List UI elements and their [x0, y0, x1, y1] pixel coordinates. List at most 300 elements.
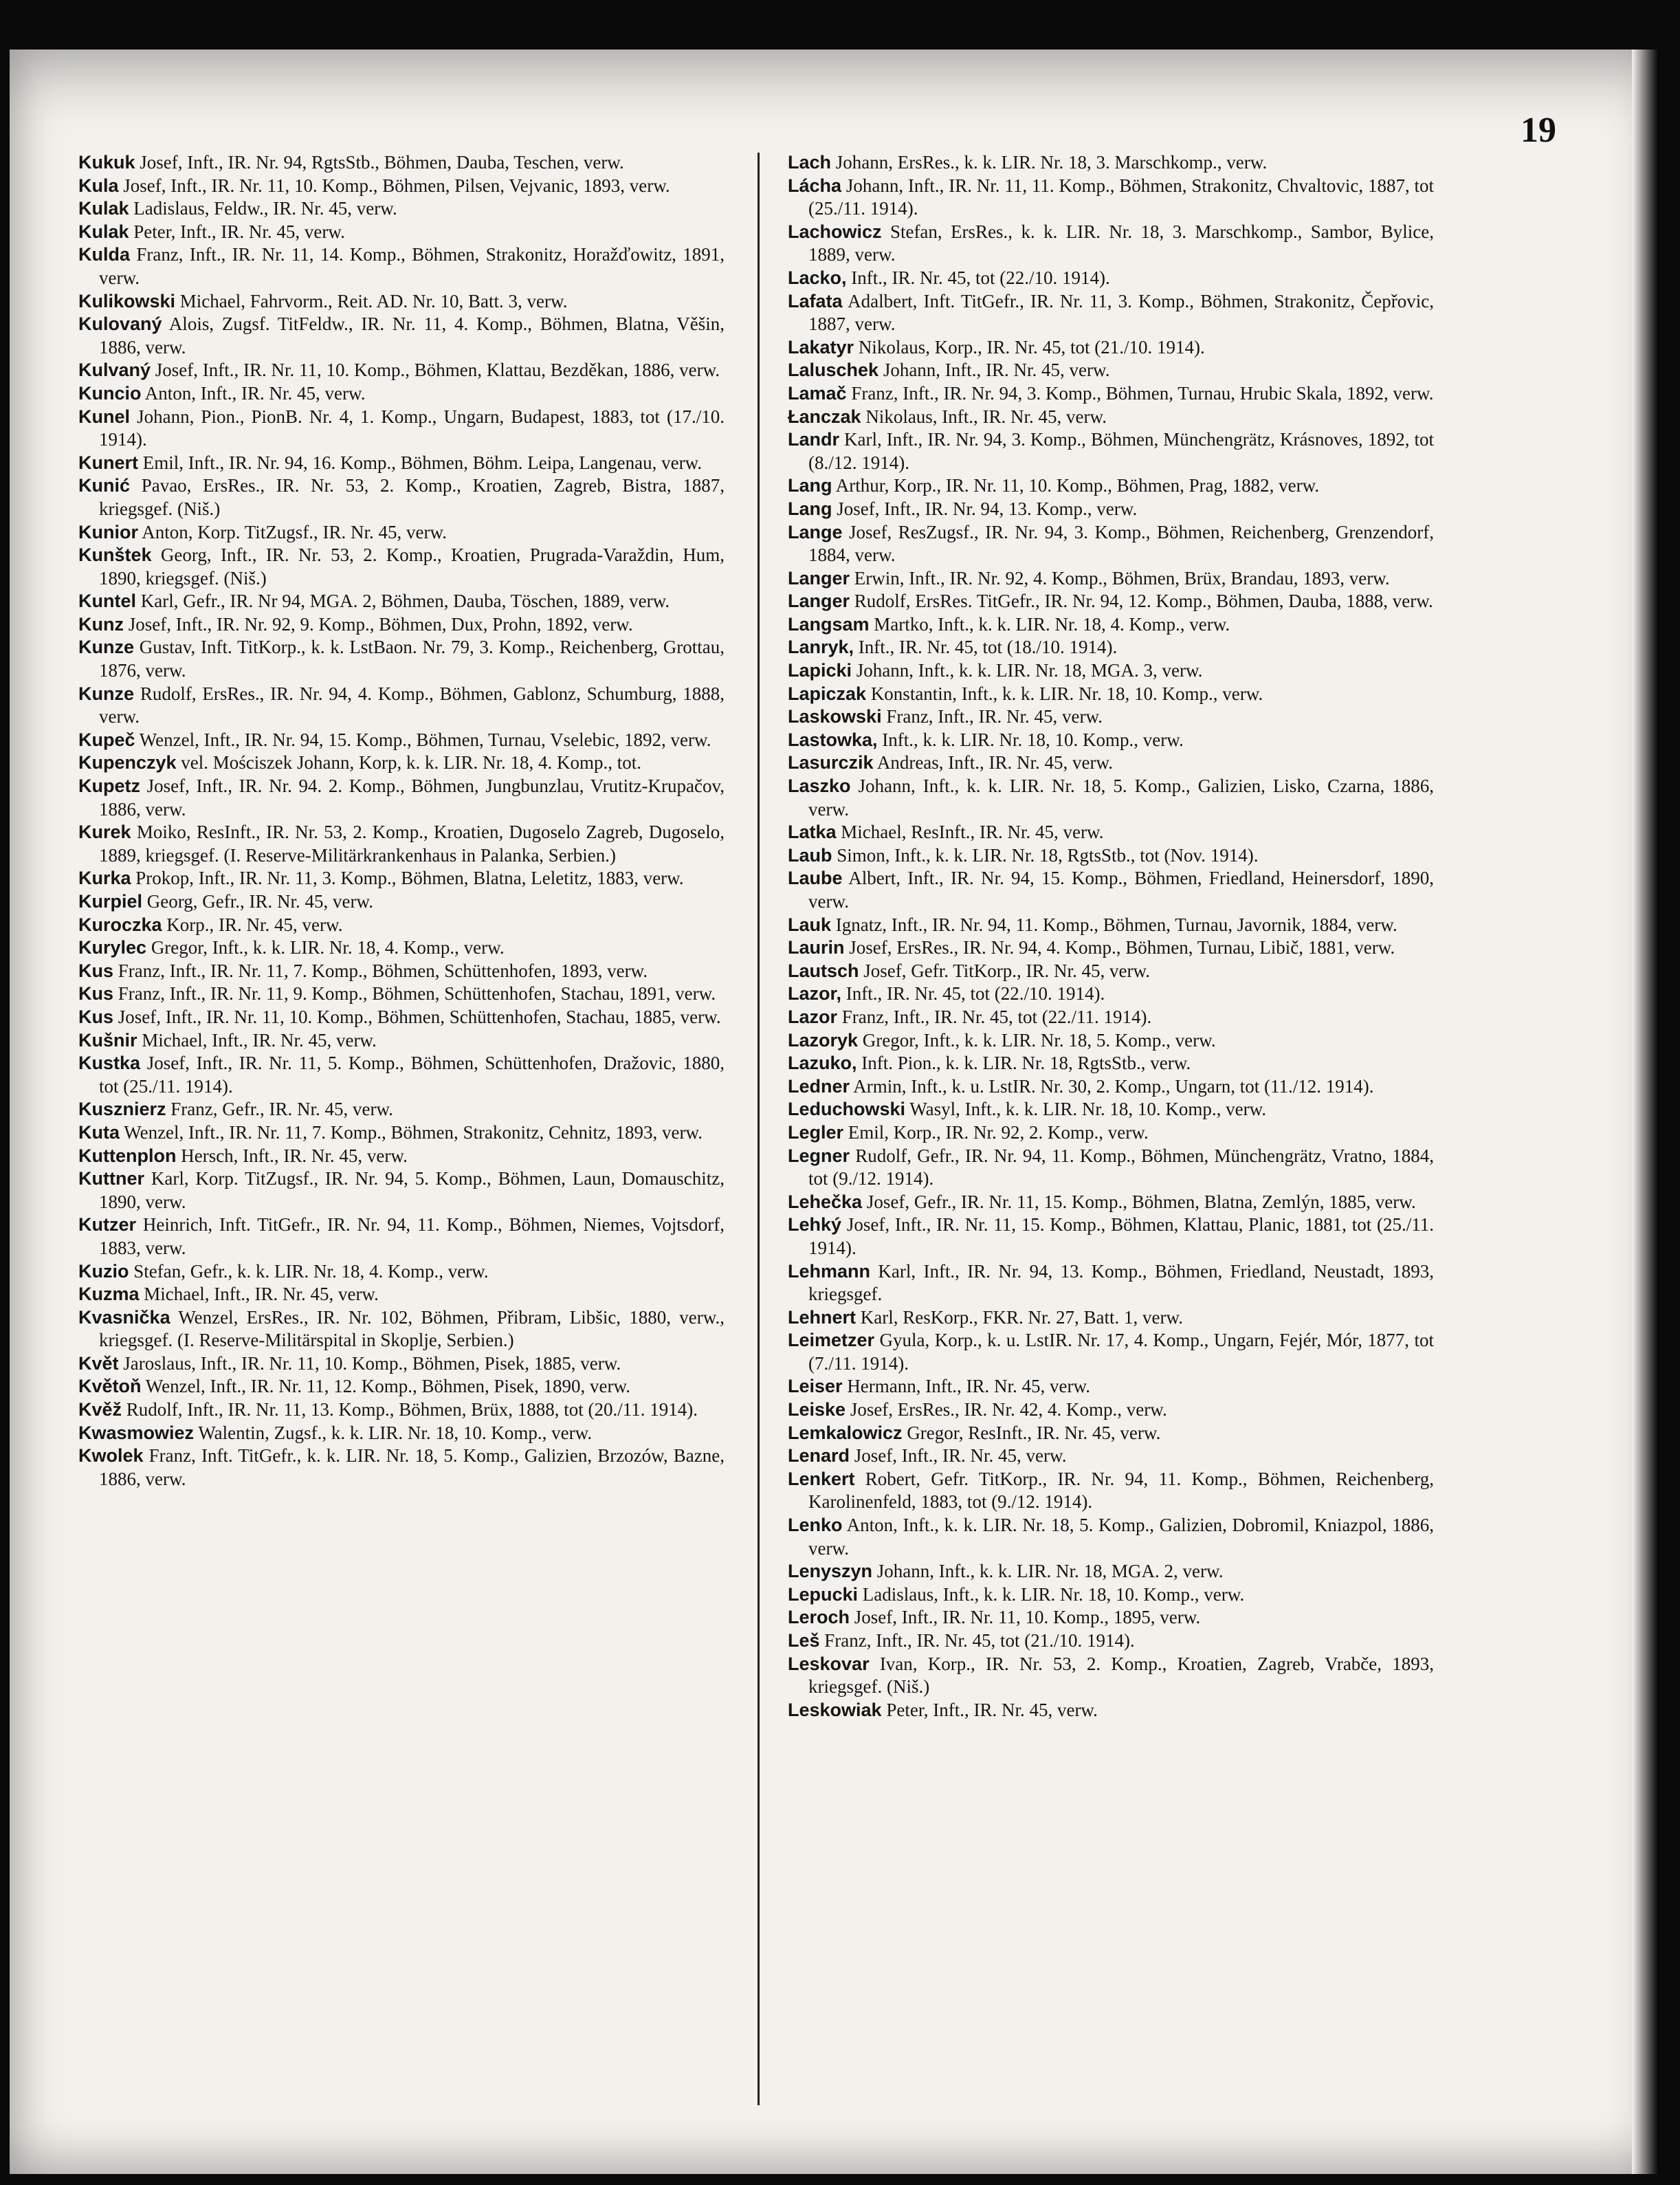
- entry-surname: Kunel: [78, 406, 131, 427]
- entry-surname: Lehmann: [788, 1260, 871, 1282]
- list-item: [788, 1052, 1434, 1075]
- entry-surname: Lapicki: [788, 660, 852, 681]
- entry-details: Johann, Inft., IR. Nr. 11, 11. Komp., Böhmen, Strakonitz, Chvaltovic, 1887, tot (25./11. 1914).: [808, 175, 1435, 219]
- list-item: [78, 406, 725, 452]
- entry-details: Arthur, Korp., IR. Nr. 11, 10. Komp., Böhmen, Prag, 1882, verw.: [835, 475, 1320, 496]
- entry-surname: Kupetz: [78, 776, 140, 797]
- entry-details: Michael, Fahrvorm., Reit. AD. Nr. 10, Batt. 3, verw.: [179, 290, 568, 311]
- list-item: [788, 428, 1434, 474]
- entry-surname: Kuttenplon: [78, 1145, 177, 1166]
- entry-surname: Kulak: [78, 198, 129, 219]
- entry-details: Inft., IR. Nr. 45, tot (18./10. 1914).: [858, 637, 1118, 658]
- list-item: [78, 359, 725, 382]
- entry-surname: Lang: [788, 475, 832, 496]
- list-item: [788, 1468, 1434, 1514]
- entry-surname: Lazoryk: [788, 1029, 859, 1051]
- list-item: [788, 729, 1434, 752]
- entry-details: Wenzel, ErsRes., IR. Nr. 102, Böhmen, Přibram, Libšic, 1880, verw., kriegsgef. (I. Reserve-Militärspital in Skoplje, Serbien.): [99, 1306, 725, 1351]
- entry-surname: Lach: [788, 152, 832, 173]
- list-item: [78, 1306, 725, 1352]
- list-item: [788, 1653, 1434, 1699]
- entry-surname: Lastowka,: [788, 729, 878, 750]
- entry-details: Inft. Pion., k. k. LIR. Nr. 18, RgtsStb., verw.: [861, 1053, 1191, 1074]
- entry-surname: Langer: [788, 591, 850, 612]
- entry-details: Michael, Inft., IR. Nr. 45, verw.: [144, 1284, 379, 1305]
- entry-surname: Kustka: [78, 1053, 141, 1074]
- entry-surname: Kunz: [78, 613, 124, 635]
- entry-details: Rudolf, ErsRes., IR. Nr. 94, 4. Komp., Böhmen, Gablonz, Schumburg, 1888, verw.: [99, 683, 725, 727]
- entry-details: Martko, Inft., k. k. LIR. Nr. 18, 4. Komp., verw.: [874, 613, 1230, 635]
- list-item: [788, 1191, 1434, 1214]
- entry-surname: Lepucki: [788, 1583, 859, 1605]
- right-column: [788, 151, 1434, 1722]
- list-item: [78, 867, 725, 890]
- entry-surname: Lemkalowicz: [788, 1422, 903, 1443]
- entry-surname: Kus: [78, 960, 114, 981]
- list-item: [78, 1352, 725, 1376]
- entry-details: Walentin, Zugsf., k. k. LIR. Nr. 18, 10. Komp., verw.: [198, 1422, 593, 1443]
- entry-surname: Kunić: [78, 475, 131, 496]
- entry-details: Johann, Pion., PionB. Nr. 4, 1. Komp., Ungarn, Budapest, 1883, tot (17./10. 1914).: [99, 406, 725, 450]
- entry-surname: Kukuk: [78, 152, 135, 173]
- entry-surname: Květ: [78, 1352, 119, 1374]
- list-item: [78, 890, 725, 914]
- list-item: [78, 775, 725, 821]
- entry-surname: Lazor,: [788, 983, 842, 1004]
- list-item: [78, 914, 725, 937]
- list-item: [78, 1029, 725, 1053]
- entry-details: Erwin, Inft., IR. Nr. 92, 4. Komp., Böhmen, Brüx, Brandau, 1893, verw.: [854, 567, 1390, 589]
- entry-surname: Kutzer: [78, 1214, 137, 1236]
- list-item: [788, 1306, 1434, 1330]
- entry-details: Josef, ResZugsf., IR. Nr. 94, 3. Komp., Böhmen, Reichenberg, Grenzendorf, 1884, verw.: [808, 521, 1434, 566]
- list-item: [788, 867, 1434, 913]
- entry-details: Albert, Inft., IR. Nr. 94, 15. Komp., Böhmen, Friedland, Heinersdorf, 1890, verw.: [808, 868, 1434, 912]
- entry-surname: Łanczak: [788, 406, 861, 427]
- list-item: [78, 1145, 725, 1168]
- list-item: [788, 382, 1434, 406]
- list-item: [788, 1006, 1434, 1029]
- list-item: [788, 1560, 1434, 1583]
- entry-details: Emil, Inft., IR. Nr. 94, 16. Komp., Böhmen, Böhm. Leipa, Langenau, verw.: [142, 452, 703, 473]
- list-item: [788, 705, 1434, 729]
- entry-surname: Lenkert: [788, 1468, 855, 1489]
- entry-surname: Lehečka: [788, 1191, 863, 1212]
- entry-surname: Lapiczak: [788, 683, 867, 704]
- list-item: [78, 1445, 725, 1491]
- entry-details: Gregor, ResInft., IR. Nr. 45, verw.: [907, 1422, 1161, 1443]
- list-item: [788, 1445, 1434, 1468]
- list-item: [788, 1121, 1434, 1145]
- entry-details: Alois, Zugsf. TitFeldw., IR. Nr. 11, 4. Komp., Böhmen, Blatna, Věšin, 1886, verw.: [99, 314, 725, 358]
- list-item: [78, 613, 725, 637]
- list-item: [788, 683, 1434, 706]
- entry-details: Johann, Inft., IR. Nr. 45, verw.: [883, 360, 1110, 381]
- entry-surname: Kuntel: [78, 591, 136, 612]
- entry-details: Michael, ResInft., IR. Nr. 45, verw.: [841, 822, 1104, 843]
- list-item: [78, 960, 725, 983]
- entry-surname: Leroch: [788, 1607, 850, 1628]
- list-item: [78, 1052, 725, 1098]
- list-item: [788, 1029, 1434, 1053]
- list-item: [788, 613, 1434, 637]
- entry-details: Stefan, Gefr., k. k. LIR. Nr. 18, 4. Komp., verw.: [133, 1260, 489, 1282]
- entry-details: Gustav, Inft. TitKorp., k. k. LstBaon. Nr. 79, 3. Komp., Reichenberg, Grottau, 1876, verw.: [99, 637, 725, 681]
- entry-surname: Kuroczka: [78, 914, 162, 935]
- entry-details: Franz, Inft., IR. Nr. 11, 14. Komp., Böhmen, Strakonitz, Horažďowitz, 1891, verw.: [99, 244, 725, 288]
- list-item: [78, 982, 725, 1006]
- entry-surname: Kvasnička: [78, 1306, 170, 1328]
- list-item: [78, 382, 725, 406]
- entry-surname: Leskovar: [788, 1653, 870, 1674]
- list-item: [78, 474, 725, 520]
- list-item: [78, 221, 725, 244]
- entry-details: Johann, Inft., k. k. LIR. Nr. 18, MGA. 2, verw.: [876, 1561, 1224, 1582]
- list-item: [788, 406, 1434, 429]
- entry-surname: Kurek: [78, 822, 131, 843]
- entry-surname: Kulikowski: [78, 290, 176, 311]
- entry-details: Ignatz, Inft., IR. Nr. 94, 11. Komp., Böhmen, Turnau, Javornik, 1884, verw.: [835, 914, 1397, 935]
- entry-surname: Lasurczik: [788, 752, 874, 773]
- entry-details: Josef, Inft., IR. Nr. 92, 9. Komp., Böhmen, Dux, Prohn, 1892, verw.: [128, 613, 633, 635]
- list-item: [788, 1699, 1434, 1722]
- entry-surname: Leš: [788, 1630, 820, 1651]
- entry-details: Josef, Inft., IR. Nr. 11, 10. Komp., 1895, verw.: [854, 1607, 1201, 1628]
- list-item: [788, 290, 1434, 336]
- list-item: [788, 567, 1434, 591]
- entry-surname: Kwasmowiez: [78, 1422, 195, 1443]
- list-item: [78, 1006, 725, 1029]
- entry-details: Franz, Inft., IR. Nr. 45, tot (22./11. 1914).: [841, 1006, 1152, 1027]
- entry-details: Wenzel, Inft., IR. Nr. 11, 12. Komp., Böhmen, Pisek, 1890, verw.: [145, 1376, 631, 1397]
- entry-surname: Leskowiak: [788, 1699, 882, 1720]
- entry-surname: Kuncio: [78, 382, 142, 404]
- entry-surname: Kušnir: [78, 1029, 137, 1051]
- entry-details: Ladislaus, Inft., k. k. LIR. Nr. 18, 10. Komp., verw.: [862, 1583, 1245, 1605]
- entry-details: Anton, Korp. TitZugsf., IR. Nr. 45, verw.: [142, 521, 447, 542]
- entry-details: Rudolf, Inft., IR. Nr. 11, 13. Komp., Böhmen, Brüx, 1888, tot (20./11. 1914).: [126, 1399, 698, 1420]
- list-item: [78, 452, 725, 475]
- entry-surname: Leiske: [788, 1399, 846, 1420]
- entry-details: Michael, Inft., IR. Nr. 45, verw.: [142, 1029, 377, 1051]
- list-item: [788, 936, 1434, 960]
- entry-details: Josef, Gefr., IR. Nr. 11, 15. Komp., Böhmen, Blatna, Zemlýn, 1885, verw.: [866, 1191, 1416, 1212]
- entry-details: Gregor, Inft., k. k. LIR. Nr. 18, 4. Komp., verw.: [151, 937, 505, 958]
- entry-surname: Lehký: [788, 1214, 842, 1236]
- entry-surname: Laube: [788, 868, 843, 889]
- list-item: [788, 1514, 1434, 1560]
- entry-surname: Kulda: [78, 244, 131, 265]
- entry-details: Georg, Inft., IR. Nr. 53, 2. Komp., Kroatien, Prugrada-Varaždin, Hum, 1890, kriegsgef. (Niš.): [99, 545, 725, 589]
- list-item: [78, 197, 725, 221]
- entry-surname: Lautsch: [788, 960, 859, 981]
- entry-details: Karl, Inft., IR. Nr. 94, 13. Komp., Böhmen, Friedland, Neustadt, 1893, kriegsgef.: [808, 1260, 1434, 1305]
- entry-surname: Kupeč: [78, 729, 135, 750]
- entry-details: Franz, Inft., IR. Nr. 94, 3. Komp., Böhmen, Turnau, Hrubic Skala, 1892, verw.: [851, 382, 1434, 404]
- entry-surname: Laskowski: [788, 706, 882, 727]
- list-item: [788, 1375, 1434, 1398]
- list-item: [788, 960, 1434, 983]
- entry-surname: Kunštek: [78, 545, 152, 566]
- list-item: [788, 1398, 1434, 1422]
- list-item: [788, 751, 1434, 775]
- entry-surname: Langer: [788, 567, 850, 589]
- document-page: [10, 50, 1659, 2174]
- page-edge-shadow: [1632, 50, 1659, 2174]
- entry-surname: Lazuko,: [788, 1053, 857, 1074]
- entry-details: Josef, Inft., IR. Nr. 94. 2. Komp., Böhmen, Jungbunzlau, Vrutitz-Krupačov, 1886, verw.: [99, 776, 725, 820]
- list-item: [788, 1098, 1434, 1121]
- entry-surname: Kuzio: [78, 1260, 129, 1282]
- entry-surname: Legner: [788, 1145, 850, 1166]
- entry-surname: Kurka: [78, 868, 131, 889]
- entry-surname: Leduchowski: [788, 1099, 906, 1120]
- entry-details: Georg, Gefr., IR. Nr. 45, verw.: [146, 891, 373, 912]
- list-item: [788, 498, 1434, 521]
- entry-surname: Kurylec: [78, 937, 147, 958]
- entry-surname: Legler: [788, 1121, 844, 1143]
- entry-details: Nikolaus, Inft., IR. Nr. 45, verw.: [865, 406, 1107, 427]
- entry-surname: Laurin: [788, 937, 845, 958]
- column-divider: [758, 153, 760, 2105]
- list-item: [78, 151, 725, 175]
- entry-details: Gregor, Inft., k. k. LIR. Nr. 18, 5. Komp., verw.: [862, 1029, 1216, 1051]
- entry-details: Josef, Inft., IR. Nr. 45, verw.: [854, 1445, 1067, 1467]
- entry-details: Karl, ResKorp., FKR. Nr. 27, Batt. 1, verw.: [860, 1306, 1183, 1328]
- list-item: [788, 1145, 1434, 1191]
- entry-surname: Latka: [788, 822, 837, 843]
- list-item: [788, 821, 1434, 844]
- entry-surname: Kunior: [78, 521, 138, 542]
- entry-surname: Laluschek: [788, 360, 879, 381]
- entry-surname: Kunert: [78, 452, 138, 473]
- list-item: [788, 590, 1434, 613]
- entry-details: Armin, Inft., k. u. LstIR. Nr. 30, 2. Komp., Ungarn, tot (11./12. 1914).: [853, 1075, 1374, 1097]
- list-item: [78, 290, 725, 314]
- list-item: [788, 151, 1434, 175]
- entry-details: Emil, Korp., IR. Nr. 92, 2. Komp., verw.: [848, 1121, 1149, 1143]
- list-item: [78, 1422, 725, 1445]
- entry-surname: Lanryk,: [788, 637, 854, 658]
- list-item: [788, 267, 1434, 290]
- list-item: [788, 1629, 1434, 1653]
- entry-surname: Leiser: [788, 1376, 843, 1397]
- list-item: [78, 1283, 725, 1306]
- left-column: [78, 151, 725, 1491]
- list-item: [78, 1260, 725, 1284]
- list-item: [78, 683, 725, 729]
- entry-details: Franz, Gefr., IR. Nr. 45, verw.: [170, 1099, 393, 1120]
- entry-surname: Kunze: [78, 683, 134, 704]
- list-item: [788, 1329, 1434, 1375]
- entry-surname: Kulak: [78, 221, 129, 242]
- entry-details: Josef, Inft., IR. Nr. 94, 13. Komp., verw.: [837, 498, 1138, 519]
- entry-surname: Kuzma: [78, 1284, 140, 1305]
- list-item: [788, 359, 1434, 382]
- entry-details: Adalbert, Inft. TitGefr., IR. Nr. 11, 3. Komp., Böhmen, Strakonitz, Čepřovic, 1887, verw.: [808, 290, 1435, 335]
- list-item: [788, 982, 1434, 1006]
- list-item: [78, 1214, 725, 1260]
- entry-surname: Kupenczyk: [78, 752, 177, 773]
- entry-details: Inft., IR. Nr. 45, tot (22./10. 1914).: [851, 267, 1110, 288]
- entry-details: Peter, Inft., IR. Nr. 45, verw.: [133, 221, 345, 242]
- list-item: [78, 544, 725, 590]
- entry-surname: Kuta: [78, 1121, 120, 1143]
- list-item: [78, 1167, 725, 1214]
- list-item: [78, 1121, 725, 1145]
- entry-surname: Kus: [78, 983, 114, 1004]
- entry-surname: Lakatyr: [788, 336, 854, 358]
- entry-details: Simon, Inft., k. k. LIR. Nr. 18, RgtsStb., tot (Nov. 1914).: [837, 844, 1259, 866]
- entry-details: Josef, ErsRes., IR. Nr. 94, 4. Komp., Böhmen, Turnau, Libič, 1881, verw.: [849, 937, 1395, 958]
- entry-surname: Kulvaný: [78, 360, 151, 381]
- entry-surname: Lenko: [788, 1515, 843, 1536]
- entry-surname: Leimetzer: [788, 1330, 875, 1351]
- entry-details: Hersch, Inft., IR. Nr. 45, verw.: [181, 1145, 408, 1166]
- entry-details: Robert, Gefr. TitKorp., IR. Nr. 94, 11. Komp., Böhmen, Reichenberg, Karolinenfeld, 1883, tot (9./12. 1914).: [808, 1468, 1434, 1513]
- entry-surname: Lazor: [788, 1006, 838, 1027]
- entry-surname: Lauk: [788, 914, 832, 935]
- entry-details: Johann, Inft., k. k. LIR. Nr. 18, 5. Komp., Galizien, Lisko, Czarna, 1886, verw.: [808, 776, 1434, 820]
- entry-details: Josef, Inft., IR. Nr. 94, RgtsStb., Böhmen, Dauba, Teschen, verw.: [140, 152, 624, 173]
- entry-surname: Lachowicz: [788, 221, 882, 242]
- entry-details: Heinrich, Inft. TitGefr., IR. Nr. 94, 11. Komp., Böhmen, Niemes, Vojtsdorf, 1883, verw.: [99, 1214, 725, 1258]
- entry-details: Rudolf, ErsRes. TitGefr., IR. Nr. 94, 12. Komp., Böhmen, Dauba, 1888, verw.: [854, 591, 1433, 612]
- entry-details: Rudolf, Gefr., IR. Nr. 94, 11. Komp., Böhmen, Münchengrätz, Vratno, 1884, tot (9./12. 1914).: [808, 1145, 1435, 1189]
- list-item: [78, 821, 725, 867]
- list-item: [78, 243, 725, 289]
- list-item: [788, 1214, 1434, 1260]
- entry-details: Karl, Korp. TitZugsf., IR. Nr. 94, 5. Komp., Böhmen, Laun, Domauschitz, 1890, verw.: [99, 1168, 725, 1212]
- entry-details: Franz, Inft., IR. Nr. 11, 9. Komp., Böhmen, Schüttenhofen, Stachau, 1891, verw.: [118, 983, 716, 1004]
- list-item: [78, 1375, 725, 1398]
- list-item: [788, 175, 1434, 221]
- entry-surname: Kulovaný: [78, 314, 162, 335]
- entry-details: Franz, Inft., IR. Nr. 45, verw.: [886, 706, 1103, 727]
- list-item: [78, 175, 725, 198]
- list-item: [788, 1075, 1434, 1099]
- list-item: [78, 936, 725, 960]
- entry-surname: Laub: [788, 844, 832, 866]
- entry-details: Franz, Inft. TitGefr., k. k. LIR. Nr. 18, 5. Komp., Galizien, Brzozów, Bazne, 1886, verw.: [99, 1445, 725, 1489]
- entry-details: Josef, Inft., IR. Nr. 11, 10. Komp., Böhmen, Schüttenhofen, Stachau, 1885, verw.: [118, 1006, 721, 1027]
- entry-details: Ladislaus, Feldw., IR. Nr. 45, verw.: [133, 198, 397, 219]
- entry-details: Korp., IR. Nr. 45, verw.: [166, 914, 343, 935]
- entry-details: Wenzel, Inft., IR. Nr. 94, 15. Komp., Böhmen, Turnau, Vselebic, 1892, verw.: [139, 729, 711, 750]
- entry-details: Franz, Inft., IR. Nr. 11, 7. Komp., Böhmen, Schüttenhofen, 1893, verw.: [118, 960, 648, 981]
- entry-details: Andreas, Inft., IR. Nr. 45, verw.: [876, 752, 1113, 773]
- entry-surname: Kus: [78, 1006, 114, 1027]
- entry-details: Wenzel, Inft., IR. Nr. 11, 7. Komp., Böhmen, Strakonitz, Cehnitz, 1893, verw.: [124, 1121, 703, 1143]
- list-item: [788, 1583, 1434, 1607]
- entry-surname: Lenyszyn: [788, 1561, 873, 1582]
- entry-surname: Lafata: [788, 290, 843, 311]
- entry-details: Josef, Inft., IR. Nr. 11, 10. Komp., Böhmen, Pilsen, Vejvanic, 1893, verw.: [123, 175, 670, 196]
- entry-details: Karl, Inft., IR. Nr. 94, 3. Komp., Böhmen, Münchengrätz, Krásnoves, 1892, tot (8./12. 1914).: [808, 429, 1434, 473]
- entry-details: Wasyl, Inft., k. k. LIR. Nr. 18, 10. Komp., verw.: [909, 1099, 1267, 1120]
- entry-surname: Ledner: [788, 1075, 850, 1097]
- list-item: [788, 1606, 1434, 1629]
- entry-details: Anton, Inft., IR. Nr. 45, verw.: [144, 382, 366, 404]
- list-item: [788, 914, 1434, 937]
- entry-details: Hermann, Inft., IR. Nr. 45, verw.: [847, 1376, 1090, 1397]
- list-item: [78, 636, 725, 682]
- entry-surname: Kwolek: [78, 1445, 144, 1467]
- entry-surname: Kusznierz: [78, 1099, 166, 1120]
- entry-surname: Kurpiel: [78, 891, 143, 912]
- entry-surname: Květoň: [78, 1376, 142, 1397]
- entry-surname: Laszko: [788, 776, 851, 797]
- entry-details: Josef, Inft., IR. Nr. 11, 10. Komp., Böhmen, Klattau, Bezděkan, 1886, verw.: [155, 360, 720, 381]
- entry-details: Moiko, ResInft., IR. Nr. 53, 2. Komp., Kroatien, Dugoselo Zagreb, Dugoselo, 1889, kriegsgef. (I. Reserve-Militärkrankenhaus in Palanka, Serbien.): [99, 822, 725, 866]
- entry-details: Inft., k. k. LIR. Nr. 18, 10. Komp., verw.: [882, 729, 1184, 750]
- list-item: [788, 659, 1434, 683]
- page-number: 19: [1521, 111, 1556, 150]
- list-item: [788, 474, 1434, 498]
- list-item: [78, 521, 725, 545]
- entry-surname: Kula: [78, 175, 119, 196]
- list-item: [78, 590, 725, 613]
- entry-details: Anton, Inft., k. k. LIR. Nr. 18, 5. Komp., Galizien, Dobromil, Kniazpol, 1886, verw.: [808, 1515, 1434, 1559]
- list-item: [78, 751, 725, 775]
- entry-details: Josef, Inft., IR. Nr. 11, 15. Komp., Böhmen, Klattau, Planic, 1881, tot (25./11. 1914).: [808, 1214, 1435, 1258]
- entry-surname: Lácha: [788, 175, 842, 196]
- list-item: [788, 844, 1434, 868]
- list-item: [788, 775, 1434, 821]
- entry-details: Nikolaus, Korp., IR. Nr. 45, tot (21./10. 1914).: [858, 336, 1205, 358]
- entry-surname: Lange: [788, 521, 843, 542]
- entry-surname: Lang: [788, 498, 832, 519]
- list-item: [78, 1398, 725, 1422]
- list-item: [788, 521, 1434, 567]
- entry-details: Pavao, ErsRes., IR. Nr. 53, 2. Komp., Kroatien, Zagreb, Bistra, 1887, kriegsgef. (Niš.): [99, 475, 725, 519]
- list-item: [788, 221, 1434, 267]
- entry-details: Josef, Inft., IR. Nr. 11, 5. Komp., Böhmen, Schüttenhofen, Dražovic, 1880, tot (25./11. 1914).: [99, 1053, 725, 1097]
- entry-details: Inft., IR. Nr. 45, tot (22./10. 1914).: [845, 983, 1105, 1004]
- entry-surname: Lacko,: [788, 267, 847, 288]
- list-item: [788, 1260, 1434, 1306]
- entry-surname: Lehnert: [788, 1306, 856, 1328]
- entry-surname: Langsam: [788, 613, 870, 635]
- entry-details: Gyula, Korp., k. u. LstIR. Nr. 17, 4. Komp., Ungarn, Fejér, Mór, 1877, tot (7./11. 1914).: [808, 1330, 1435, 1374]
- entry-details: Prokop, Inft., IR. Nr. 11, 3. Komp., Böhmen, Blatna, Leletitz, 1883, verw.: [135, 868, 684, 889]
- list-item: [78, 729, 725, 752]
- entry-details: vel. Mościszek Johann, Korp, k. k. LIR. Nr. 18, 4. Komp., tot.: [181, 752, 641, 773]
- entry-surname: Landr: [788, 429, 840, 450]
- list-item: [788, 1422, 1434, 1445]
- list-item: [788, 336, 1434, 360]
- entry-surname: Kuttner: [78, 1168, 144, 1189]
- entry-details: Karl, Gefr., IR. Nr 94, MGA. 2, Böhmen, Dauba, Töschen, 1889, verw.: [140, 591, 670, 612]
- entry-details: Stefan, ErsRes., k. k. LIR. Nr. 18, 3. Marschkomp., Sambor, Bylice, 1889, verw.: [808, 221, 1435, 265]
- entry-surname: Kvěž: [78, 1399, 122, 1420]
- entry-details: Ivan, Korp., IR. Nr. 53, 2. Komp., Kroatien, Zagreb, Vrabče, 1893, kriegsgef. (Niš.): [808, 1653, 1435, 1698]
- entry-surname: Kunze: [78, 637, 134, 658]
- entry-details: Jaroslaus, Inft., IR. Nr. 11, 10. Komp., Böhmen, Pisek, 1885, verw.: [123, 1352, 621, 1374]
- entry-details: Franz, Inft., IR. Nr. 45, tot (21./10. 1914).: [824, 1630, 1135, 1651]
- entry-surname: Lenard: [788, 1445, 850, 1467]
- list-item: [78, 1098, 725, 1121]
- list-item: [78, 313, 725, 359]
- entry-details: Peter, Inft., IR. Nr. 45, verw.: [886, 1699, 1098, 1720]
- entry-details: Konstantin, Inft., k. k. LIR. Nr. 18, 10. Komp., verw.: [870, 683, 1263, 704]
- entry-details: Johann, ErsRes., k. k. LIR. Nr. 18, 3. Marschkomp., verw.: [835, 152, 1268, 173]
- list-item: [788, 636, 1434, 659]
- entry-details: Johann, Inft., k. k. LIR. Nr. 18, MGA. 3, verw.: [856, 660, 1203, 681]
- entry-surname: Lamač: [788, 382, 847, 404]
- entry-details: Josef, Gefr. TitKorp., IR. Nr. 45, verw.: [863, 960, 1151, 981]
- entry-details: Josef, ErsRes., IR. Nr. 42, 4. Komp., verw.: [850, 1399, 1167, 1420]
